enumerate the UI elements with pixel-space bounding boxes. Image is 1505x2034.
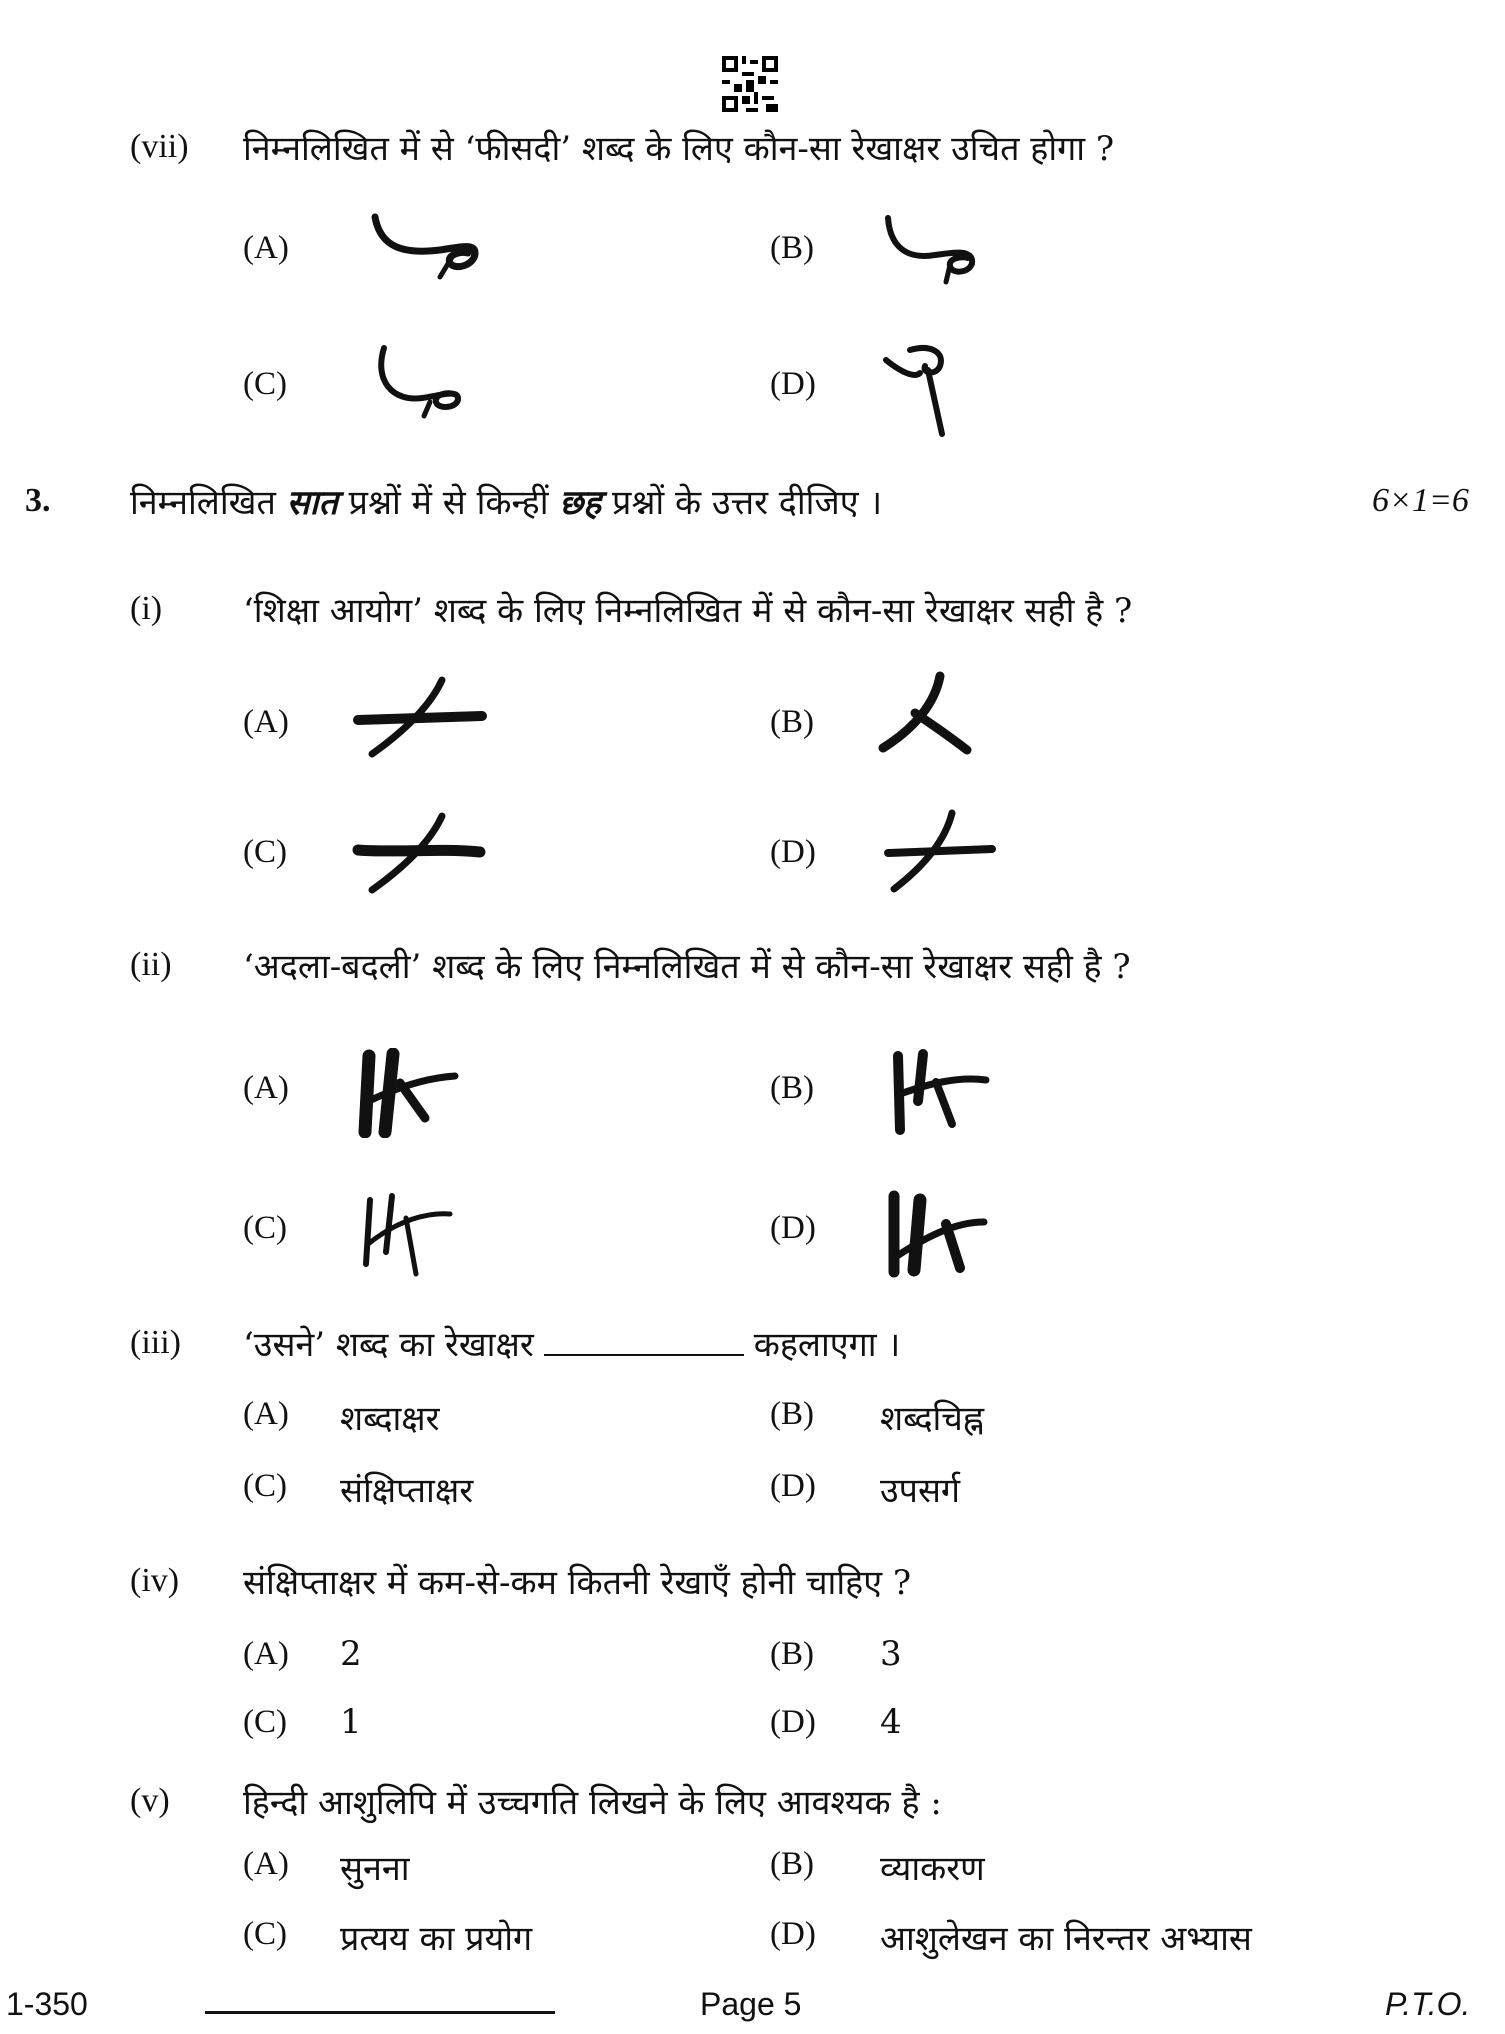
- question-number: (v): [130, 1782, 170, 1819]
- question-text: ‘अदला-बदली’ शब्द के लिए निम्नलिखित में से कौन-सा रेखाक्षर सही है ?: [243, 947, 1131, 987]
- option-a-label: (A): [243, 1846, 289, 1882]
- question-text: संक्षिप्ताक्षर में कम-से-कम कितनी रेखाएँ होनी चाहिए ?: [243, 1563, 912, 1603]
- option-c-text: प्रत्यय का प्रयोग: [340, 1919, 533, 1959]
- option-b-label: (B): [770, 1070, 814, 1106]
- question-number: (iv): [130, 1562, 180, 1599]
- shorthand-outline-c: [372, 340, 472, 420]
- shorthand-outline-a: [360, 205, 490, 285]
- option-a-label: (A): [243, 704, 289, 740]
- option-b-label: (B): [770, 704, 814, 740]
- shorthand-outline-d: [880, 805, 1000, 895]
- paper-code: 1-350: [6, 1986, 88, 2022]
- question-number: (vii): [130, 128, 189, 165]
- option-c-label: (C): [243, 1704, 287, 1740]
- section-instruction: निम्नलिखित सात प्रश्नों में से किन्हीं छह प्रश्नों के उत्तर दीजिए ।: [130, 483, 883, 523]
- option-d-label: (D): [770, 1468, 816, 1504]
- option-a-text: शब्दाक्षर: [340, 1399, 440, 1439]
- shorthand-outline-d: [880, 338, 970, 438]
- option-b-label: (B): [770, 1846, 814, 1882]
- option-c-label: (C): [243, 366, 287, 402]
- option-c-label: (C): [243, 1468, 287, 1504]
- option-a-label: (A): [243, 230, 289, 266]
- option-d-text: आशुलेखन का निरन्तर अभ्यास: [880, 1919, 1252, 1959]
- option-d-label: (D): [770, 1916, 816, 1952]
- option-b-text: 3: [880, 1634, 902, 1674]
- question-text: ‘उसने’ शब्द का रेखाक्षर कहलाएगा ।: [243, 1325, 901, 1365]
- option-c-label: (C): [243, 834, 287, 870]
- option-c-label: (C): [243, 1916, 287, 1952]
- option-c-text: संक्षिप्ताक्षर: [340, 1471, 474, 1511]
- question-number: (i): [130, 590, 163, 627]
- question-text: हिन्दी आशुलिपि में उच्चगति लिखने के लिए आवश्यक है :: [243, 1783, 942, 1823]
- option-d-label: (D): [770, 1704, 816, 1740]
- option-b-label: (B): [770, 230, 814, 266]
- please-turn-over: P.T.O.: [1385, 1986, 1471, 2022]
- marks-allocation: 6×1=6: [1372, 482, 1469, 519]
- option-a-label: (A): [243, 1396, 289, 1432]
- option-c-label: (C): [243, 1210, 287, 1246]
- shorthand-outline-d: [884, 1186, 994, 1280]
- option-b-text: व्याकरण: [880, 1849, 985, 1889]
- option-d-text: 4: [880, 1702, 902, 1742]
- option-a-text: 2: [340, 1634, 362, 1674]
- option-a-text: सुनना: [340, 1849, 410, 1889]
- option-d-label: (D): [770, 366, 816, 402]
- option-a-label: (A): [243, 1070, 289, 1106]
- question-number: (ii): [130, 946, 172, 983]
- question-number: 3.: [25, 482, 51, 519]
- shorthand-outline-a: [355, 1048, 465, 1138]
- option-b-label: (B): [770, 1396, 814, 1432]
- footer-rule: [205, 2011, 555, 2014]
- shorthand-outline-a: [350, 672, 490, 762]
- qr-code: [722, 56, 778, 112]
- question-number: (iii): [130, 1324, 181, 1361]
- option-a-label: (A): [243, 1636, 289, 1672]
- option-d-label: (D): [770, 834, 816, 870]
- fill-in-blank: [544, 1324, 744, 1356]
- option-b-text: शब्दचिह्न: [880, 1399, 985, 1439]
- shorthand-outline-c: [358, 1188, 458, 1280]
- option-d-label: (D): [770, 1210, 816, 1246]
- option-c-text: 1: [340, 1702, 362, 1742]
- shorthand-outline-b: [888, 1046, 998, 1138]
- page-number: Page 5: [700, 1986, 802, 2022]
- question-text: निम्नलिखित में से ‘फीसदी’ शब्द के लिए कौन-सा रेखाक्षर उचित होगा ?: [243, 129, 1115, 169]
- shorthand-outline-c: [350, 808, 490, 898]
- option-b-label: (B): [770, 1636, 814, 1672]
- question-text: ‘शिक्षा आयोग’ शब्द के लिए निम्नलिखित में से कौन-सा रेखाक्षर सही है ?: [243, 591, 1133, 631]
- option-d-text: उपसर्ग: [880, 1471, 961, 1511]
- shorthand-outline-b: [875, 668, 975, 758]
- shorthand-outline-b: [880, 210, 990, 290]
